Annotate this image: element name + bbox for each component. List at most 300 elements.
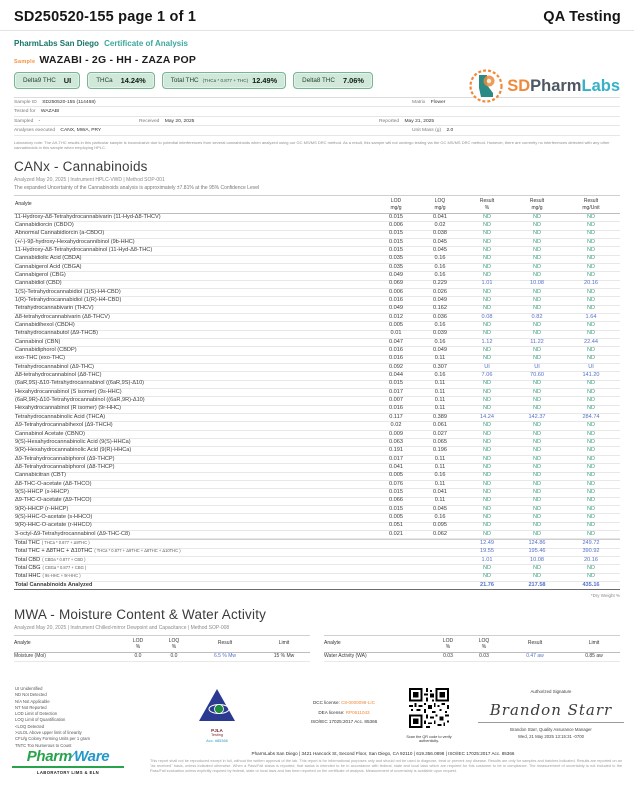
result-mgunit: ND xyxy=(586,355,596,362)
table-row xyxy=(14,289,620,297)
total-label: Total THC ( THCa * 0.877 + Δ9THC ) xyxy=(15,539,90,546)
legend-item: NT Not Reported xyxy=(15,704,47,710)
signature-block xyxy=(478,689,624,741)
legend-item: LOQ Limit of Quantification xyxy=(15,717,66,723)
result-mgunit: ND xyxy=(586,455,596,462)
loq-value: 0.196 xyxy=(433,447,447,454)
logo-labs: Labs xyxy=(581,76,620,95)
analyte-name: Hexahydrocannabinol (S isomer) (9s-HHC) xyxy=(15,388,122,395)
lod-value: 0.005 xyxy=(389,513,403,520)
water-activity-table-header: Analyte LOD % LOQ % Result Limit xyxy=(324,635,620,654)
pharmware-logo xyxy=(12,748,124,775)
loq-value: 0.095 xyxy=(433,522,447,529)
result-mgunit: ND xyxy=(586,397,596,404)
table-row xyxy=(14,331,620,339)
qr-caption: Scan the QR code to verify authenticity. xyxy=(406,735,452,743)
moisture-result: 6.5 % Mw xyxy=(214,653,236,660)
total-row xyxy=(14,574,620,582)
badge-label: Delta9 THC xyxy=(23,77,56,84)
result-pct: ND xyxy=(482,380,492,387)
analyte-name: Tetrahydrocannabutol (Δ9-THCB) xyxy=(15,330,99,337)
loq-value: 0.16 xyxy=(434,322,446,329)
analyte-name: Cannabidiphorol (CBDP) xyxy=(15,347,77,354)
result-pct: 1.01 xyxy=(481,280,493,287)
result-mgg: ND xyxy=(532,288,542,295)
analyte-name: 11-Hydroxy-Δ8-Tetrahydrocannabinol (11-Hyd-Δ8-THC) xyxy=(15,246,153,253)
loq-value: 0.389 xyxy=(433,413,447,420)
loq-value: 0.16 xyxy=(434,338,446,345)
analyte-name: Cannabidihexol (CBDH) xyxy=(15,322,75,329)
loq-value: 0.11 xyxy=(434,355,446,362)
matrix-label: Matrix xyxy=(412,99,426,105)
page-header xyxy=(0,0,634,31)
result-mgunit: ND xyxy=(586,255,596,262)
table-row xyxy=(14,356,620,364)
result-mgg: ND xyxy=(532,505,542,512)
result-pct: ND xyxy=(482,405,492,412)
table-row xyxy=(14,381,620,389)
result-pct: ND xyxy=(482,422,492,429)
total-result-mgg: ND xyxy=(532,573,542,580)
water-activity-result: 0.47 aw xyxy=(526,653,544,660)
total-row xyxy=(14,549,620,557)
analyte-name: Δ9-THC-O-acetate (Δ9-THCO) xyxy=(15,497,92,504)
reported-label: Reported xyxy=(379,118,400,124)
result-pct: ND xyxy=(482,347,492,354)
table-row xyxy=(14,306,620,314)
grand-total-row xyxy=(14,582,620,590)
result-pct: ND xyxy=(482,255,492,262)
total-label: Total CBG ( CBGa * 0.877 + CBG ) xyxy=(15,565,87,572)
loq-value: 0.026 xyxy=(433,288,447,295)
info-row-dates xyxy=(14,117,620,126)
grand-total-mgg: 217.58 xyxy=(528,581,546,588)
result-pct: ND xyxy=(482,230,492,237)
table-row xyxy=(14,473,620,481)
result-mgg: ND xyxy=(532,455,542,462)
table-row xyxy=(14,314,620,322)
col-loq: LOQ mg/g xyxy=(434,198,446,211)
loq-value: 0.11 xyxy=(434,405,446,412)
result-pct: ND xyxy=(482,513,492,520)
table-row xyxy=(14,422,620,430)
result-pct: 0.08 xyxy=(481,313,493,320)
legend-item: LOD Limit of Detection xyxy=(15,711,58,717)
dcc-license: DCC license: C8-0000098-LIC xyxy=(312,700,376,705)
table-row xyxy=(14,339,620,347)
received-label: Received xyxy=(139,118,160,124)
loq-value: 0.16 xyxy=(434,513,446,520)
result-mgunit: ND xyxy=(586,388,596,395)
tested-for-value: WAZABI xyxy=(40,109,60,115)
total-row xyxy=(14,565,620,573)
unit-mass-label: Unit Mass (g) xyxy=(412,127,442,133)
table-row xyxy=(14,447,620,455)
result-mgg: ND xyxy=(532,271,542,278)
result-mgg: ND xyxy=(532,297,542,304)
result-mgg: ND xyxy=(532,213,542,220)
sampled-value: - xyxy=(38,118,41,124)
analyte-name: Hexahydrocannabinol (R isomer) (9r-HHC) xyxy=(15,405,122,412)
lod-value: 0.017 xyxy=(389,388,403,395)
result-mgg: ND xyxy=(532,438,542,445)
result-mgg: ND xyxy=(532,355,542,362)
loq-value: 0.061 xyxy=(433,422,447,429)
result-mgg: ND xyxy=(532,447,542,454)
result-mgunit: ND xyxy=(586,447,596,454)
grand-total-label: Total Cannabinoids Analyzed xyxy=(15,581,93,588)
moisture-table xyxy=(14,635,310,662)
loq-value: 0.036 xyxy=(433,313,447,320)
result-pct: ND xyxy=(482,355,492,362)
result-mgunit: ND xyxy=(586,422,596,429)
water-activity-analyte: Water Activity (WA) xyxy=(324,653,367,660)
result-mgg: ND xyxy=(532,230,542,237)
logo-sd: SD xyxy=(507,76,531,95)
loq-value: 0.045 xyxy=(433,246,447,253)
result-mgunit: ND xyxy=(586,530,596,537)
sample-id-label: Sample ID xyxy=(14,99,37,105)
result-pct: ND xyxy=(482,530,492,537)
total-result-mgunit: ND xyxy=(586,573,596,580)
result-mgg: 11.22 xyxy=(530,338,544,345)
info-row-tested-for xyxy=(14,107,620,116)
result-pct: ND xyxy=(482,455,492,462)
table-row xyxy=(14,281,620,289)
total-result-mgunit: 390.92 xyxy=(582,548,600,555)
loq-value: 0.11 xyxy=(434,480,446,487)
analyte-name: Tetrahydrocannabinol (Δ9-THC) xyxy=(15,363,94,370)
cannabinoids-section-title: CANx - Cannabinoids xyxy=(14,159,148,175)
table-row xyxy=(14,247,620,255)
potency-badge xyxy=(87,72,155,89)
result-mgunit: ND xyxy=(586,271,596,278)
analyte-name: Δ8-tetrahydrocannabivarin (Δ8-THCV) xyxy=(15,313,110,320)
result-mgg: ND xyxy=(532,472,542,479)
result-mgunit: ND xyxy=(586,405,596,412)
loq-value: 0.11 xyxy=(434,463,446,470)
total-result-pct: 1.01 xyxy=(481,556,493,563)
total-label: Total HHC ( 9s-HHC + 9r-HHC ) xyxy=(15,573,81,580)
pharmware-tagline: LABORATORY LIMS & ELN xyxy=(12,766,124,775)
lod-value: 0.063 xyxy=(389,438,403,445)
table-row xyxy=(14,431,620,439)
legend-item: TNTC Too Numerous to Count xyxy=(15,742,72,748)
lod-value: 0.021 xyxy=(389,530,403,537)
legend-item: <LOQ Detected xyxy=(15,723,45,729)
col-analyte: Analyte xyxy=(15,200,32,207)
lod-value: 0.016 xyxy=(389,355,403,362)
result-mgunit: ND xyxy=(586,463,596,470)
water-activity-loq: 0.03 xyxy=(479,653,489,660)
lod-value: 0.016 xyxy=(389,347,403,354)
signer-name-title: Brandon Starr, Quality Assurance Manager xyxy=(510,727,592,732)
result-mgg: ND xyxy=(532,480,542,487)
result-mgg: ND xyxy=(532,430,542,437)
total-result-mgg: 10.08 xyxy=(530,556,544,563)
total-result-pct: ND xyxy=(482,565,492,572)
result-mgunit: ND xyxy=(586,238,596,245)
pjla-accreditation-number: Acc. #85366 xyxy=(206,738,228,743)
dry-weight-note: *Dry Weight % xyxy=(590,593,620,599)
total-label: Total CBD ( CBDa * 0.877 + CBD ) xyxy=(15,556,86,563)
analyte-name: Δ8-Tetrahydrocannabiphorol (Δ8-THCP) xyxy=(15,463,115,470)
result-mgg: ND xyxy=(532,530,542,537)
legend-item: UI Unidentified xyxy=(15,686,43,691)
loq-value: 0.11 xyxy=(434,380,446,387)
lod-value: 0.069 xyxy=(389,280,403,287)
table-row xyxy=(14,272,620,280)
analyte-name: Cannabigerol (CBG) xyxy=(15,271,66,278)
result-mgunit: ND xyxy=(586,246,596,253)
sample-label: Sample xyxy=(14,59,36,65)
result-mgg: ND xyxy=(532,322,542,329)
laboratory-note: Laboratory note: The Δ9-THC results in this particular sample is inconclusive due to potential interferences from several cannabinoids when analyzed using our GC MS/MS DRC method. As a result, this sample will not undergo testing via the GC MS/MS DRC method. However, there are currently no interferences detected with any other cannabinoids in this sample when employing HPLC. xyxy=(14,139,610,150)
result-mgunit: 20.16 xyxy=(584,280,598,287)
document-id: SD250520-155 page 1 of 1 xyxy=(14,9,197,25)
loq-value: 0.16 xyxy=(434,271,446,278)
total-result-pct: 19.55 xyxy=(480,548,494,555)
result-pct: ND xyxy=(482,488,492,495)
dea-license-number: RP0611043 xyxy=(345,709,370,715)
lod-value: 0.01 xyxy=(390,330,402,337)
lod-value: 0.006 xyxy=(389,221,403,228)
col-result-mgunit: Result mg/Unit xyxy=(582,198,600,211)
analyte-name: 9(R)-HHC-O-acetate (r-HHCO) xyxy=(15,522,92,529)
analyte-name: Cannabidiolic Acid (CBDA) xyxy=(15,255,82,262)
loq-value: 0.11 xyxy=(434,388,446,395)
analyte-name: Cannabinol (CBN) xyxy=(15,338,61,345)
table-row xyxy=(14,489,620,497)
analyte-name: 9(R)-HHCP (r-HHCP) xyxy=(15,505,69,512)
result-mgunit: ND xyxy=(586,497,596,504)
analyte-name: Abnormal Cannabidiorcin (a-CBDO) xyxy=(15,230,105,237)
result-mgunit: 141.20 xyxy=(582,372,600,379)
lod-value: 0.041 xyxy=(389,463,403,470)
result-pct: 14.24 xyxy=(480,413,494,420)
loq-value: 0.062 xyxy=(433,530,447,537)
lod-value: 0.015 xyxy=(389,213,403,220)
analyte-name: 9(R)-Hexahydrocannabinolic Acid (9(R)-HHCa) xyxy=(15,447,132,454)
table-row xyxy=(14,347,620,355)
result-pct: ND xyxy=(482,246,492,253)
result-mgg: ND xyxy=(532,397,542,404)
result-mgunit: ND xyxy=(586,472,596,479)
moisture-loq: 0.0 xyxy=(170,653,178,660)
result-mgunit: ND xyxy=(586,522,596,529)
total-label: Total THC + Δ8THC + Δ10THC ( THCa * 0.877 + Δ9THC + Δ8THC + Δ10THC ) xyxy=(15,548,181,555)
result-mgg: ND xyxy=(532,246,542,253)
lod-value: 0.017 xyxy=(389,455,403,462)
table-row xyxy=(14,264,620,272)
result-mgunit: ND xyxy=(586,488,596,495)
result-mgg: ND xyxy=(532,497,542,504)
total-result-mgg: 195.46 xyxy=(528,548,546,555)
result-mgg: ND xyxy=(532,463,542,470)
result-mgunit: ND xyxy=(586,380,596,387)
result-pct: 1.12 xyxy=(481,338,493,345)
result-mgg: ND xyxy=(532,330,542,337)
result-pct: ND xyxy=(482,322,492,329)
mwa-tables xyxy=(14,635,620,662)
result-mgunit: ND xyxy=(586,322,596,329)
result-mgunit: ND xyxy=(586,438,596,445)
lod-value: 0.035 xyxy=(389,263,403,270)
pjla-sub: Testing xyxy=(210,733,224,737)
cannabinoids-subtitle: Analyzed May 20, 2025 | Instrument HPLC-VWD | Method SOP-001 xyxy=(14,176,165,183)
sample-name: WAZABI - 2G - HH - ZAZA POP xyxy=(39,54,197,66)
table-row xyxy=(14,231,620,239)
lod-value: 0.005 xyxy=(389,472,403,479)
cannabinoids-table xyxy=(14,195,620,590)
qr-verification xyxy=(406,688,452,743)
table-row xyxy=(14,506,620,514)
result-pct: ND xyxy=(482,497,492,504)
lod-value: 0.076 xyxy=(389,480,403,487)
analyte-name: 9(S)-HHCP (s-HHCP) xyxy=(15,488,69,495)
analyte-name: Δ8-THC-O-acetate (Δ8-THCO) xyxy=(15,480,92,487)
loq-value: 0.11 xyxy=(434,455,446,462)
result-mgg: ND xyxy=(532,221,542,228)
table-row xyxy=(14,397,620,405)
legend-item: N/A Not Applicable xyxy=(15,698,50,704)
result-mgg: ND xyxy=(532,255,542,262)
result-mgg: ND xyxy=(532,513,542,520)
badge-value: 12.49% xyxy=(252,76,278,85)
loq-value: 0.038 xyxy=(433,230,447,237)
total-row xyxy=(14,540,620,548)
total-result-pct: ND xyxy=(482,573,492,580)
result-pct: ND xyxy=(482,271,492,278)
lod-value: 0.012 xyxy=(389,313,403,320)
table-row xyxy=(14,364,620,372)
lod-value: 0.016 xyxy=(389,405,403,412)
total-row xyxy=(14,557,620,565)
analyte-name: (6aR,9R)-Δ10-Tetrahydrocannabinol ((6aR,9R)-Δ10) xyxy=(15,397,145,404)
result-mgunit: 1.64 xyxy=(585,313,597,320)
result-pct: ND xyxy=(482,288,492,295)
result-pct: ND xyxy=(482,397,492,404)
result-mgunit: ND xyxy=(586,347,596,354)
badge-label: Total THC xyxy=(170,77,199,84)
analyte-name: Cannabidiorcin (CBDO) xyxy=(15,221,74,228)
lod-value: 0.015 xyxy=(389,380,403,387)
analyte-name: (+/-)-9β-hydroxy-Hexahydrocannibinol (9b-HHC) xyxy=(15,238,135,245)
lod-value: 0.035 xyxy=(389,255,403,262)
info-row-sample-id xyxy=(14,98,620,107)
total-result-mgg: ND xyxy=(532,565,542,572)
loq-value: 0.045 xyxy=(433,238,447,245)
analyte-name: 9(S)-HHC-O-acetate (s-HHCO) xyxy=(15,513,93,520)
unit-mass-value: 2.0 xyxy=(446,127,454,133)
table-row xyxy=(14,498,620,506)
total-result-mgunit: ND xyxy=(586,565,596,572)
total-result-mgunit: 20.16 xyxy=(584,556,598,563)
lod-value: 0.191 xyxy=(389,447,403,454)
lod-value: 0.02 xyxy=(390,422,402,429)
total-result-mgg: 124.86 xyxy=(528,539,546,546)
loq-value: 0.027 xyxy=(433,430,447,437)
result-mgg: ND xyxy=(532,305,542,312)
potency-badge xyxy=(14,72,80,89)
tested-for-label: Tested for xyxy=(14,109,36,115)
potency-badge xyxy=(162,72,286,89)
potency-badge xyxy=(293,72,373,89)
lod-value: 0.015 xyxy=(389,246,403,253)
analyte-name: Tetrahydrocannabivarin (THCV) xyxy=(15,305,94,312)
lod-value: 0.006 xyxy=(389,288,403,295)
table-row xyxy=(14,439,620,447)
loq-value: 0.039 xyxy=(433,330,447,337)
water-activity-row xyxy=(324,653,620,662)
pjla-accreditation xyxy=(186,688,248,743)
lod-value: 0.047 xyxy=(389,338,403,345)
sampled-label: Sampled xyxy=(14,118,34,124)
total-result-pct: 12.49 xyxy=(480,539,494,546)
result-pct: ND xyxy=(482,522,492,529)
analyte-name: Δ8-tetrahydrocannabinol (Δ8-THC) xyxy=(15,372,102,379)
loq-value: 0.307 xyxy=(433,363,447,370)
abbreviation-legend xyxy=(15,686,90,749)
loq-value: 0.11 xyxy=(434,397,446,404)
grand-total-mgunit: 435.16 xyxy=(582,581,600,588)
result-pct: ND xyxy=(482,297,492,304)
water-activity-lod: 0.03 xyxy=(443,653,453,660)
lod-value: 0.007 xyxy=(389,397,403,404)
analyte-name: exo-THC (exo-THC) xyxy=(15,355,66,362)
dea-license: DEA license: RP0611043 xyxy=(318,709,370,715)
authorized-signature-label: Authorized Signature xyxy=(530,689,572,694)
signature-timestamp: Wed, 21 May 2025 13:15:31 -0700 xyxy=(517,733,585,739)
result-mgg: ND xyxy=(532,388,542,395)
lod-value: 0.015 xyxy=(389,488,403,495)
loq-value: 0.041 xyxy=(433,488,447,495)
analyte-name: 1(R)-Tetrahydrocannabidiol (1(R)-H4-CBD) xyxy=(15,297,122,304)
result-pct: ND xyxy=(482,263,492,270)
col-result-mgg: Result mg/g xyxy=(529,198,545,211)
analyses-value: CANX, MWA, PRY xyxy=(60,127,102,133)
mwa-section-title: MWA - Moisture Content & Water Activity xyxy=(14,607,267,623)
lod-value: 0.051 xyxy=(389,522,403,529)
loq-value: 0.16 xyxy=(434,255,446,262)
total-result-mgunit: 249.72 xyxy=(582,539,600,546)
legend-item: ND Not Detected xyxy=(15,692,47,698)
lod-value: 0.015 xyxy=(389,505,403,512)
loq-value: 0.02 xyxy=(434,221,446,228)
result-mgunit: ND xyxy=(586,297,596,304)
table-row xyxy=(14,531,620,539)
logo-pharm: Pharm xyxy=(530,76,582,95)
loq-value: 0.16 xyxy=(434,472,446,479)
loq-value: 0.065 xyxy=(433,438,447,445)
loq-value: 0.049 xyxy=(433,347,447,354)
analyte-name: Cannabidiol (CBD) xyxy=(15,280,62,287)
result-pct: ND xyxy=(482,438,492,445)
sample-id-value: SD250520-155 (114468) xyxy=(42,99,96,105)
result-mgg: 10.08 xyxy=(530,280,544,287)
result-pct: ND xyxy=(482,480,492,487)
lod-value: 0.092 xyxy=(389,363,403,370)
loq-value: 0.049 xyxy=(433,297,447,304)
table-row xyxy=(14,406,620,414)
table-row xyxy=(14,239,620,247)
table-row xyxy=(14,322,620,330)
result-pct: ND xyxy=(482,221,492,228)
badge-formula: (THCa * 0.877 + THC) xyxy=(202,78,249,83)
brand-line xyxy=(14,39,620,48)
table-row xyxy=(14,523,620,531)
result-mgunit: ND xyxy=(586,505,596,512)
